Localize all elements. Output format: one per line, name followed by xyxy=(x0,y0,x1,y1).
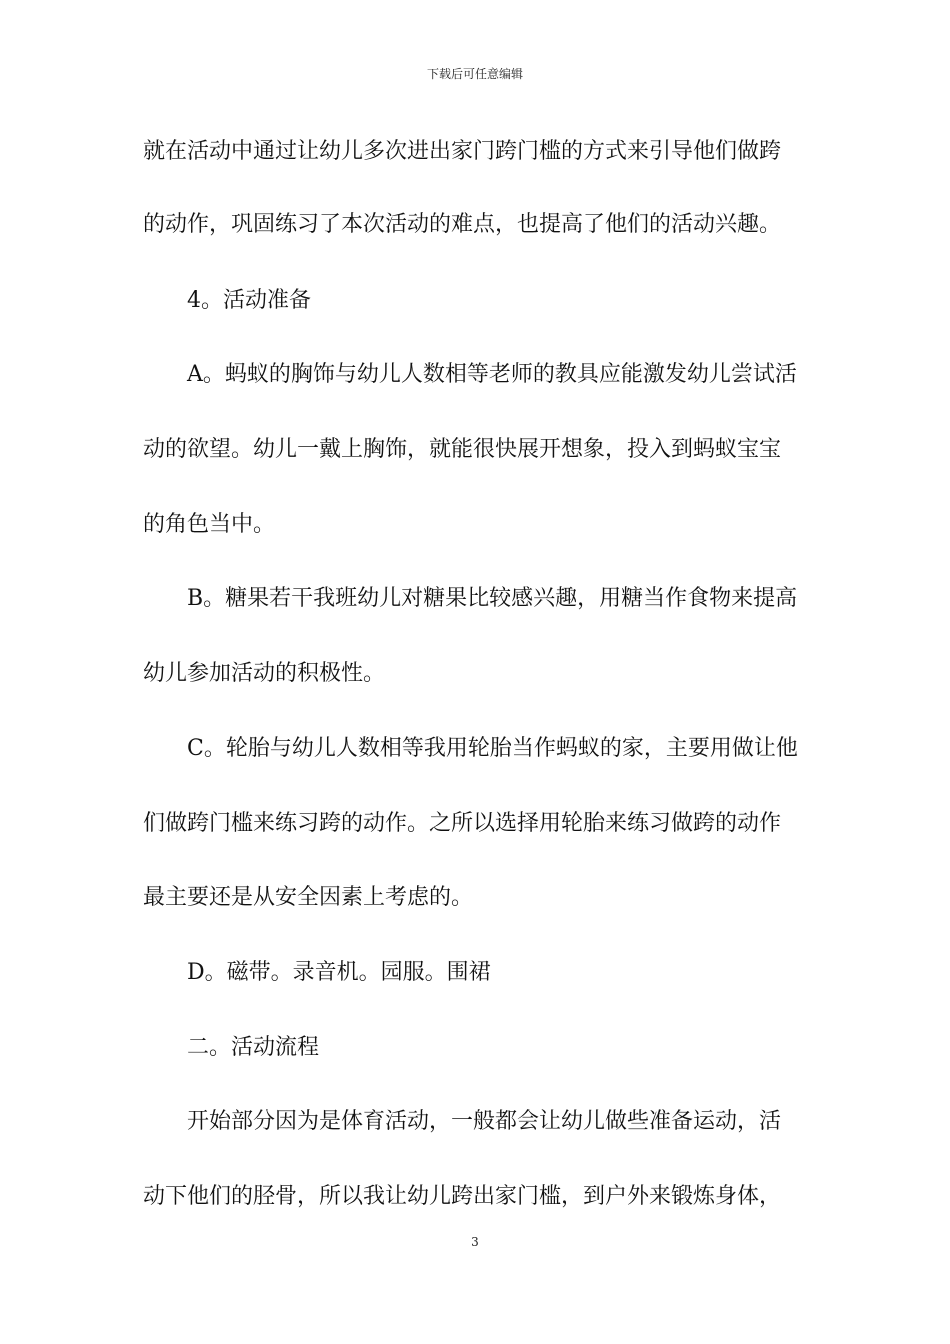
section-heading: 4。活动准备 xyxy=(187,288,311,313)
body-line: 动下他们的胫骨，所以我让幼儿跨出家门槛，到户外来锻炼身体， xyxy=(143,1184,782,1209)
body-line: C。轮胎与幼儿人数相等我用轮胎当作蚂蚁的家，主要用做让他 xyxy=(187,736,798,761)
body-line: 最主要还是从安全因素上考虑的。 xyxy=(143,885,474,910)
body-line: 的动作，巩固练习了本次活动的难点，也提高了他们的活动兴趣。 xyxy=(143,212,782,237)
body-line: 开始部分因为是体育活动，一般都会让幼儿做些准备运动，活 xyxy=(187,1109,782,1134)
body-line: 的角色当中。 xyxy=(143,512,276,537)
body-line: 幼儿参加活动的积极性。 xyxy=(143,661,386,686)
body-line: A。蚂蚁的胸饰与幼儿人数相等老师的教具应能激发幼儿尝试活 xyxy=(187,362,797,387)
body-line: 就在活动中通过让幼儿多次进出家门跨门槛的方式来引导他们做跨 xyxy=(143,139,782,164)
page-number: 3 xyxy=(471,1235,479,1249)
page-header: 下载后可任意编辑 xyxy=(426,67,523,81)
body-line: 们做跨门槛来练习跨的动作。之所以选择用轮胎来练习做跨的动作 xyxy=(143,811,782,836)
section-heading: 二。活动流程 xyxy=(187,1035,320,1060)
body-line: D。磁带。录音机。园服。围裙 xyxy=(187,960,491,985)
body-line: B。糖果若干我班幼儿对糖果比较感兴趣，用糖当作食物来提高 xyxy=(187,586,798,611)
body-line: 动的欲望。幼儿一戴上胸饰，就能很快展开想象，投入到蚂蚁宝宝 xyxy=(143,437,782,462)
